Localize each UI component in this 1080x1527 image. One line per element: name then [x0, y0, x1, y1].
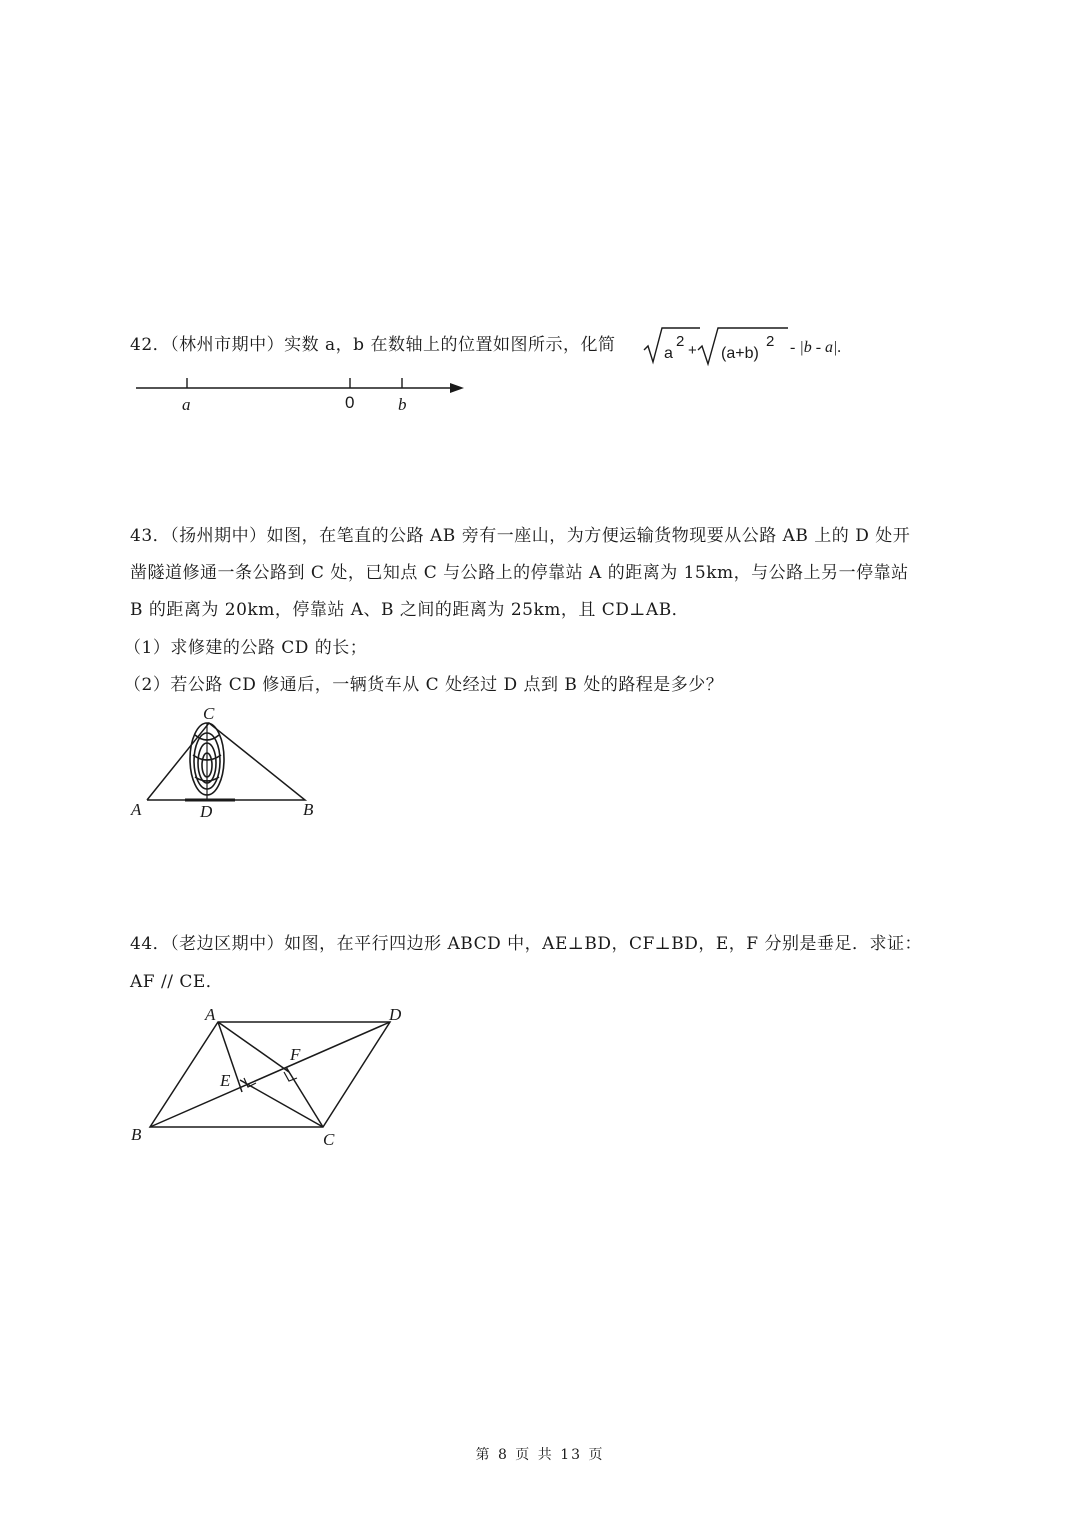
- q43-label-C: C: [203, 704, 215, 723]
- q43-figure: [125, 705, 335, 825]
- q44-label-D: D: [389, 1005, 402, 1024]
- q44-label-E: E: [220, 1071, 231, 1090]
- q42-expr-sup2: 2: [766, 333, 775, 350]
- q43-line3: B 的距离为 20km，停靠站 A、B 之间的距离为 25km，且 CD⊥AB．: [130, 600, 690, 620]
- q44-figure: [125, 1000, 425, 1160]
- q44-line2: AF // CE．: [130, 972, 224, 992]
- q44-label-A: A: [205, 1005, 216, 1024]
- q43-line1: 43．（扬州期中）如图，在笔直的公路 AB 旁有一座山，为方便运输货物现要从公路 AB 上的 D 处开: [130, 526, 911, 546]
- q43-label-B: B: [303, 800, 314, 819]
- page-footer: 第 8 页 共 13 页: [475, 1447, 605, 1463]
- numberline-label-b: b: [398, 395, 407, 414]
- q44-label-C: C: [323, 1130, 335, 1149]
- q42-expr-sup1: 2: [676, 333, 685, 350]
- numberline-label-0: 0: [345, 393, 355, 412]
- q43-label-A: A: [131, 800, 142, 819]
- q42-expr-a: a: [664, 345, 673, 362]
- q43-sub1: （1）求修建的公路 CD 的长；: [124, 638, 368, 658]
- q43-sub2: （2）若公路 CD 修通后，一辆货车从 C 处经过 D 点到 B 处的路程是多少？: [124, 675, 724, 695]
- q43-line2: 凿隧道修通一条公路到 C 处，已知点 C 与公路上的停靠站 A 的距离为 15km，与公路上另一停靠站: [130, 563, 909, 583]
- q42-expr-tail: - |b - a|.: [790, 339, 842, 356]
- q42-expr-ab: (a+b): [721, 345, 759, 362]
- q44-label-F: F: [290, 1045, 301, 1064]
- q42-text: [130, 333, 615, 357]
- q42-expr-plus: +: [688, 342, 697, 359]
- q43-label-D: D: [200, 802, 213, 821]
- numberline-label-a: a: [182, 395, 191, 414]
- q42-number-line: [130, 370, 470, 420]
- q42-expression: [642, 320, 872, 370]
- q44-label-B: B: [131, 1125, 142, 1144]
- q44-line1: 44．（老边区期中）如图，在平行四边形 ABCD 中，AE⊥BD，CF⊥BD，E，F 分别是垂足．求证：: [130, 934, 922, 954]
- q42-line1: 42．（林州市期中）实数 a，b 在数轴上的位置如图所示，化简: [130, 335, 616, 355]
